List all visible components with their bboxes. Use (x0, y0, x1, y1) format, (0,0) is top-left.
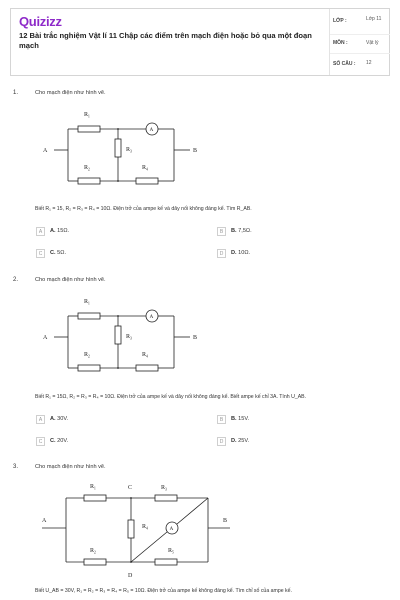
class-value: Lớp 11 (366, 16, 382, 22)
option-b-box[interactable]: B (217, 227, 226, 236)
question-1-condition: Biết R₁ = 15, R₂ = R₃ = R₄ = 10Ω. Điện trở của ampe kế và dây nối không đáng kể. Tìm R_AB. (35, 206, 252, 212)
question-2-number: 2. (13, 277, 19, 283)
node-b-label: B (193, 335, 198, 341)
r4-label: $R_4$ (142, 524, 148, 531)
node-a-label: A (42, 518, 47, 524)
worksheet-header (10, 8, 390, 76)
option-c[interactable]: C. 5Ω. (50, 250, 67, 256)
r3-label: $R_3$ (161, 485, 167, 492)
r1-label: $R_1$ (84, 112, 90, 119)
subject-label: MÔN : (333, 40, 348, 46)
option-b[interactable]: B. 15V. (231, 416, 250, 422)
option-c[interactable]: C. 20V. (50, 438, 69, 444)
question-3-text: Cho mạch điện như hình vẽ. (35, 464, 106, 470)
meta-separator (330, 53, 390, 54)
node-a-label: A (43, 335, 48, 341)
count-value: 12 (366, 60, 372, 66)
option-a[interactable]: A. 30V. (50, 416, 69, 422)
subject-value: Vật lý (366, 40, 379, 46)
r4-label: $R_4$ (142, 165, 148, 172)
r2-label: $R_2$ (90, 548, 96, 555)
node-b-label: B (193, 148, 198, 154)
r4-label: $R_4$ (142, 352, 148, 359)
question-3-circuit-diagram (38, 478, 248, 583)
r1-label: $R_1$ (90, 484, 96, 491)
node-a-label: A (43, 148, 48, 154)
question-3-number: 3. (13, 464, 19, 470)
option-b-box[interactable]: B (217, 415, 226, 424)
option-c-box[interactable]: C (36, 249, 45, 258)
question-2-text: Cho mạch điện như hình vẽ. (35, 277, 106, 283)
option-a-box[interactable]: A (36, 415, 45, 424)
option-d[interactable]: D. 10Ω. (231, 250, 251, 256)
option-a-box[interactable]: A (36, 227, 45, 236)
class-label: LỚP : (333, 18, 347, 24)
header-divider (329, 9, 330, 75)
r1-label: $R_1$ (84, 299, 90, 306)
option-d-box[interactable]: D (217, 437, 226, 446)
ammeter-icon: A (149, 315, 154, 320)
option-b[interactable]: B. 7,5Ω. (231, 228, 252, 234)
r2-label: $R_2$ (84, 352, 90, 359)
r2-label: $R_2$ (84, 165, 90, 172)
question-2-circuit-diagram (40, 292, 220, 377)
option-a[interactable]: A. 15Ω. (50, 228, 70, 234)
node-d-label: D (128, 573, 133, 579)
question-3-condition: Biết U_AB = 30V, R₁ = R₂ = R₃ = R₄ = R₅ = 10Ω. Điện trở của ampe kế không đáng kể. Tìm chỉ số của ampe kế. (35, 588, 292, 594)
node-b-label: B (223, 518, 228, 524)
r3-label: $R_3$ (126, 334, 132, 341)
option-c-box[interactable]: C (36, 437, 45, 446)
ammeter-icon: A (149, 128, 154, 133)
r5-label: $R_5$ (168, 548, 174, 555)
option-d-box[interactable]: D (217, 249, 226, 258)
question-2-condition: Biết R₁ = 15Ω, R₂ = R₃ = R₄ = 10Ω. Điện trở của ampe kế và dây nối không đáng kể. Biết ampe kế chỉ 3A. Tính U_AB. (35, 394, 307, 400)
question-1-circuit-diagram (40, 105, 220, 190)
meta-separator (330, 34, 390, 35)
quizizz-logo: Quizizz (19, 14, 62, 29)
ammeter-icon: A (169, 527, 174, 532)
node-c-label: C (128, 485, 133, 491)
question-1-number: 1. (13, 90, 19, 96)
question-1-text: Cho mạch điện như hình vẽ. (35, 90, 106, 96)
quiz-title: 12 Bài trắc nghiệm Vật lí 11 Chập các điểm trên mạch điện hoặc bỏ qua một đoạn mạch (19, 31, 312, 50)
count-label: SỐ CÂU : (333, 61, 356, 67)
r3-label: $R_3$ (126, 147, 132, 154)
option-d[interactable]: D. 25V. (231, 438, 250, 444)
